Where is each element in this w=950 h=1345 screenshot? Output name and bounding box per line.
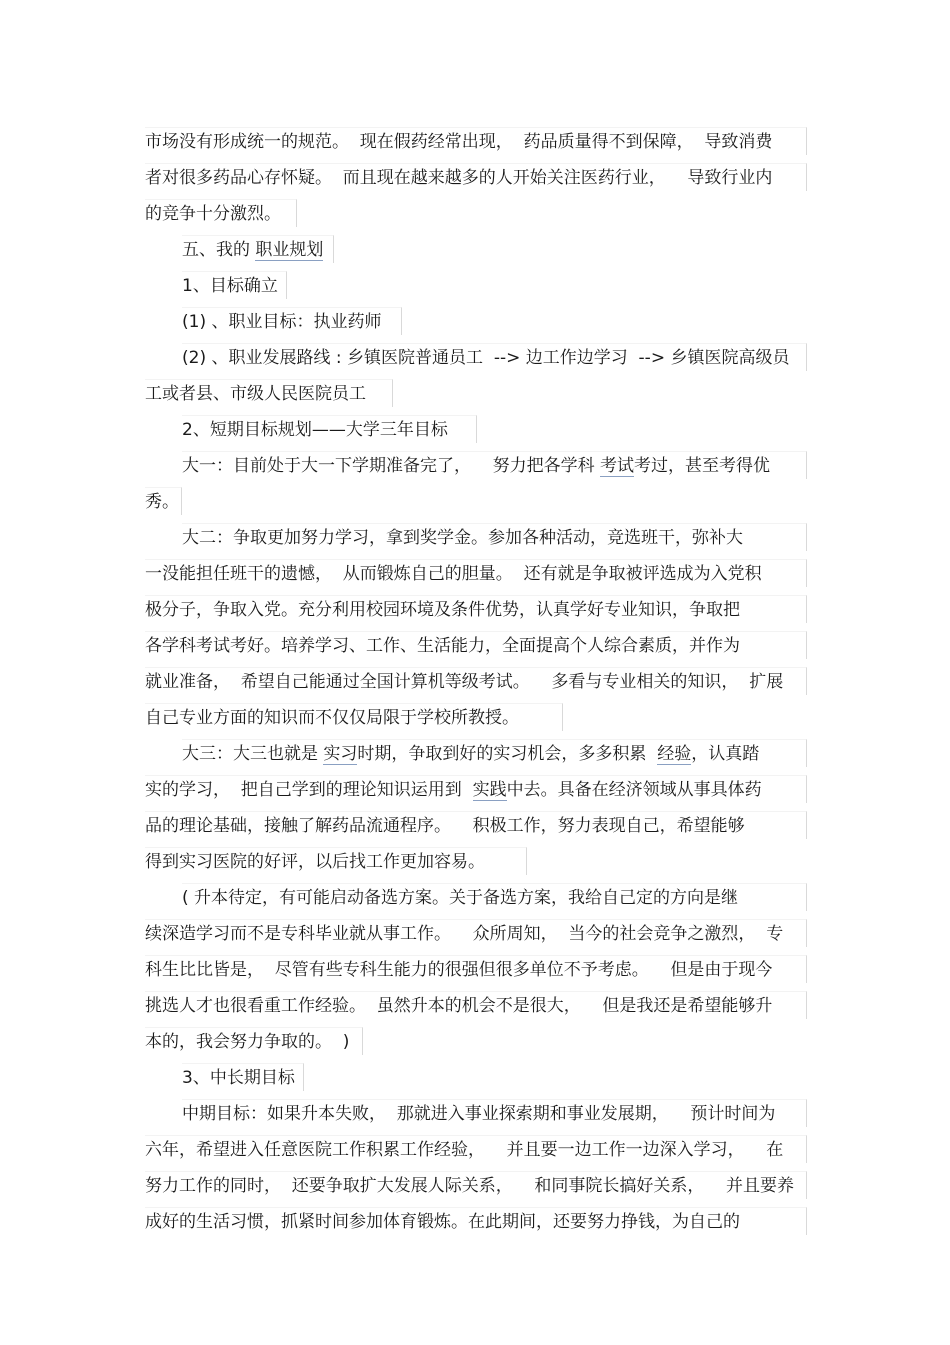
- text-line: 得到实习医院的好评，以后找工作更加容易。: [145, 847, 527, 875]
- subheading: 3、中长期目标: [182, 1063, 304, 1091]
- subheading: 1、目标确立: [182, 271, 287, 299]
- text-line: (1) 、职业目标：执业药师: [182, 307, 402, 335]
- text-line: 一没能担任班干的遗憾， 从而锻炼自己的胆量。 还有就是争取被评选成为入党积: [145, 559, 807, 587]
- text-line: 大二：争取更加努力学习，拿到奖学金。参加各种活动，竞选班干，弥补大: [182, 523, 807, 551]
- text-line: 本的，我会努力争取的。 ): [145, 1027, 363, 1055]
- linked-term[interactable]: 实习: [323, 744, 358, 764]
- text-line: 成好的生活习惯，抓紧时间参加体育锻炼。在此期间，还要努力挣钱，为自己的: [145, 1207, 807, 1235]
- text-line: 秀。: [145, 487, 182, 515]
- text-line: 极分子，争取入党。充分利用校园环境及条件优势，认真学好专业知识，争取把: [145, 595, 807, 623]
- text-line: 六年，希望进入任意医院工作积累工作经验， 并且要一边工作一边深入学习， 在: [145, 1135, 807, 1163]
- linked-term[interactable]: 职业规划: [255, 240, 324, 260]
- text-line: 挑选人才也很看重工作经验。 虽然升本的机会不是很大， 但是我还是希望能够升: [145, 991, 807, 1019]
- text-line: 就业准备， 希望自己能通过全国计算机等级考试。 多看与专业相关的知识， 扩展: [145, 667, 807, 695]
- heading-text: 五、我的: [182, 240, 256, 260]
- text-line: ( 升本待定，有可能启动备选方案。关于备选方案，我给自己定的方向是继: [182, 883, 807, 911]
- text-line: 中期目标：如果升本失败， 那就进入事业探索期和事业发展期， 预计时间为: [182, 1099, 807, 1127]
- linked-term[interactable]: 考试: [600, 456, 635, 476]
- text-line: 品的理论基础，接触了解药品流通程序。 积极工作，努力表现自己，希望能够: [145, 811, 807, 839]
- text-line: 市场没有形成统一的规范。 现在假药经常出现， 药品质量得不到保障， 导致消费: [145, 127, 807, 155]
- text-line: 努力工作的同时， 还要争取扩大发展人际关系， 和同事院长搞好关系， 并且要养: [145, 1171, 807, 1199]
- text-line: 工或者县、市级人民医院员工: [145, 379, 393, 407]
- linked-term[interactable]: 实践: [472, 780, 507, 800]
- text-line: 续深造学习而不是专科毕业就从事工作。 众所周知， 当今的社会竞争之激烈， 专: [145, 919, 807, 947]
- linked-term[interactable]: 经验: [657, 744, 692, 764]
- text-line: 科生比比皆是， 尽管有些专科生能力的很强但很多单位不予考虑。 但是由于现今: [145, 955, 807, 983]
- text-line: 者对很多药品心存怀疑。 而且现在越来越多的人开始关注医药行业， 导致行业内: [145, 163, 807, 191]
- text-line: 实的学习， 把自己学到的理论知识运用到 实践中去。具备在经济领域从事具体药: [145, 775, 807, 803]
- text-line: 自己专业方面的知识而不仅仅局限于学校所教授。: [145, 703, 563, 731]
- text-line: 的竞争十分激烈。: [145, 199, 297, 227]
- section-heading: [182, 235, 334, 263]
- text-line: 大一：目前处于大一下学期准备完了， 努力把各学科 考试考过，甚至考得优: [182, 451, 807, 479]
- text-line: (2) 、职业发展路线 : 乡镇医院普通员工 --> 边工作边学习 --> 乡镇医院高级员: [182, 343, 807, 371]
- text-line: 大三：大三也就是 实习时期，争取到好的实习机会，多多积累 经验，认真踏: [182, 739, 807, 767]
- text-line: 各学科考试考好。培养学习、工作、生活能力，全面提高个人综合素质，并作为: [145, 631, 807, 659]
- subheading: 2、短期目标规划——大学三年目标: [182, 415, 477, 443]
